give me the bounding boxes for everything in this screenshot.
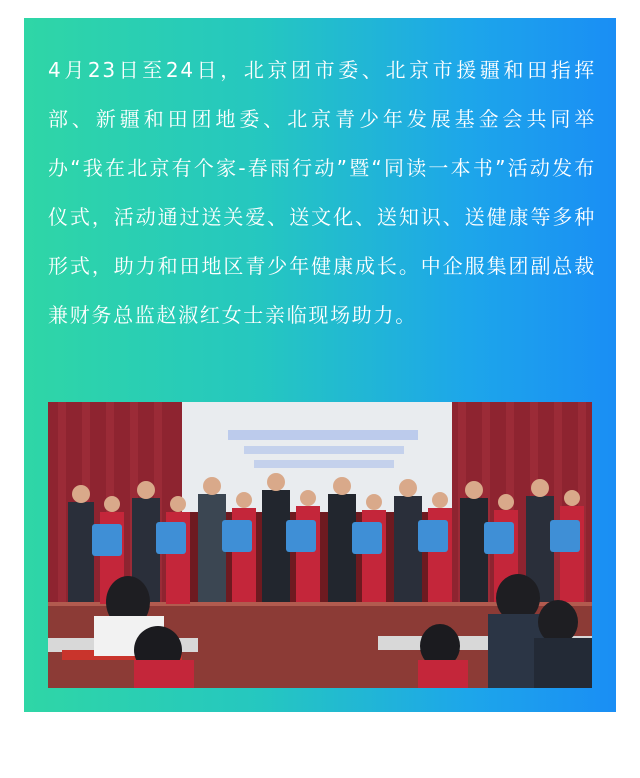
event-photo: [48, 402, 592, 688]
article-paragraph: 4月23日至24日，北京团市委、北京市援疆和田指挥部、新疆和田团地委、北京青少年发展基金会共同举办“我在北京有个家-春雨行动”暨“同读一本书”活动发布仪式，活动通过送关爱、送文化、送知识、送健康等多种形式，助力和田地区青少年健康成长。中企服集团副总裁兼财务总监赵淑红女士亲临现场助力。: [48, 58, 596, 327]
event-photo-illustration: [48, 402, 592, 688]
article-card: [24, 18, 616, 712]
